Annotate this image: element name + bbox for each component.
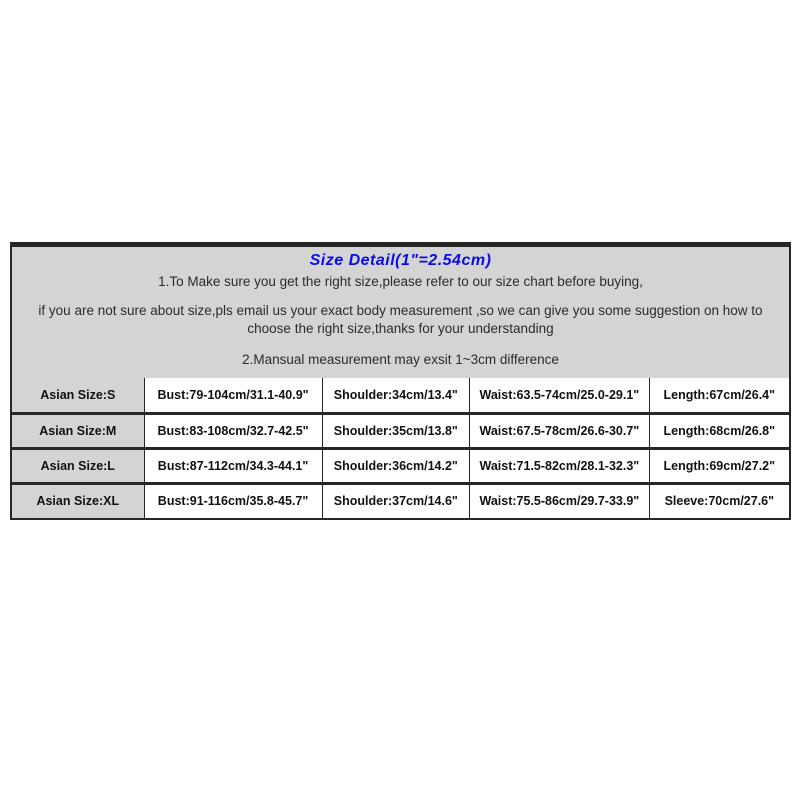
waist-cell: Waist:67.5-78cm/26.6-30.7": [470, 413, 649, 448]
size-detail-panel: [10, 242, 791, 520]
length-cell: Length:67cm/26.4": [649, 378, 789, 413]
sleeve-cell: Sleeve:70cm/27.6": [649, 483, 789, 518]
shoulder-cell: Shoulder:35cm/13.8": [322, 413, 470, 448]
shoulder-cell: Shoulder:36cm/14.2": [322, 448, 470, 483]
size-label-cell: Asian Size:L: [12, 448, 144, 483]
waist-cell: Waist:75.5-86cm/29.7-33.9": [470, 483, 649, 518]
panel-header: [12, 247, 789, 378]
size-row-m: [12, 413, 789, 448]
size-label-cell: Asian Size:S: [12, 378, 144, 413]
size-table: [12, 378, 789, 518]
bust-cell: Bust:79-104cm/31.1-40.9": [144, 378, 322, 413]
size-detail-title: Size Detail(1"=2.54cm): [309, 252, 492, 269]
note-check-size-chart: 1.To Make sure you get the right size,please refer to our size chart before buying,: [158, 274, 643, 289]
size-row-xl: [12, 483, 789, 518]
size-row-l: [12, 448, 789, 483]
waist-cell: Waist:71.5-82cm/28.1-32.3": [470, 448, 649, 483]
size-label-cell: Asian Size:M: [12, 413, 144, 448]
size-label-cell: Asian Size:XL: [12, 483, 144, 518]
bust-cell: Bust:87-112cm/34.3-44.1": [144, 448, 322, 483]
shoulder-cell: Shoulder:37cm/14.6": [322, 483, 470, 518]
waist-cell: Waist:63.5-74cm/25.0-29.1": [470, 378, 649, 413]
note-manual-measurement: 2.Mansual measurement may exsit 1~3cm difference: [242, 352, 559, 367]
size-row-s: [12, 378, 789, 413]
note-email-measurement: if you are not sure about size,pls email us your exact body measurement ,so we can give you some suggestion on how to choose the right size,thanks for your understanding: [38, 303, 763, 336]
shoulder-cell: Shoulder:34cm/13.4": [322, 378, 470, 413]
bust-cell: Bust:91-116cm/35.8-45.7": [144, 483, 322, 518]
length-cell: Length:69cm/27.2": [649, 448, 789, 483]
length-cell: Length:68cm/26.8": [649, 413, 789, 448]
bust-cell: Bust:83-108cm/32.7-42.5": [144, 413, 322, 448]
